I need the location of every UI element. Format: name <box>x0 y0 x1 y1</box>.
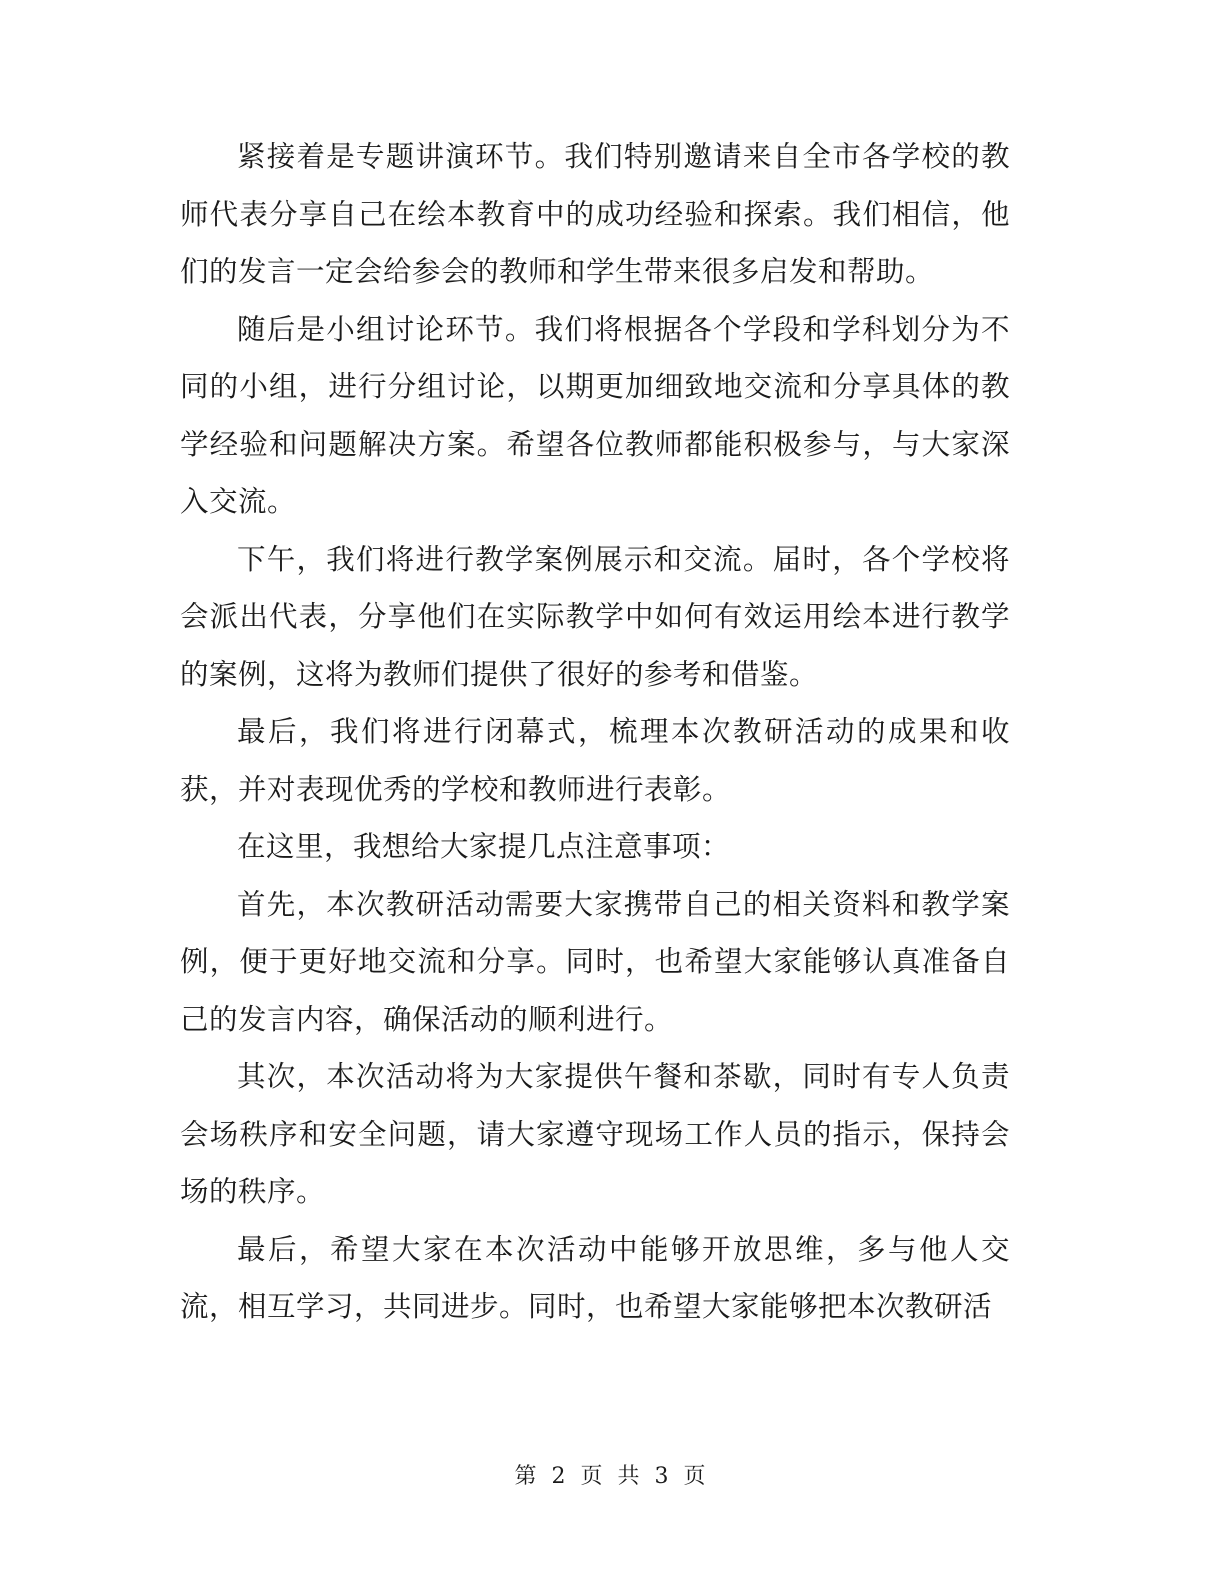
paragraph-notice-second: 其次，本次活动将为大家提供午餐和茶歇，同时有专人负责会场秩序和安全问题，请大家遵守现场工作人员的指示，保持会场的秩序。 <box>180 1060 1010 1208</box>
document-body <box>180 128 1010 1336</box>
page-number-footer: 第 2 页 共 3 页 <box>514 1464 710 1489</box>
paragraph-keynote-session: 紧接着是专题讲演环节。我们特别邀请来自全市各学校的教师代表分享自己在绘本教育中的成功经验和探索。我们相信，他们的发言一定会给参会的教师和学生带来很多启发和帮助。 <box>180 140 1010 288</box>
paragraph-notice-intro: 在这里，我想给大家提几点注意事项： <box>237 830 731 863</box>
paragraph-notice-first: 首先，本次教研活动需要大家携带自己的相关资料和教学案例，便于更好地交流和分享。同时，也希望大家能够认真准备自己的发言内容，确保活动的顺利进行。 <box>180 887 1010 1036</box>
paragraph-group-discussion: 随后是小组讨论环节。我们将根据各个学段和学科划分为不同的小组，进行分组讨论，以期更加细致地交流和分享具体的教学经验和问题解决方案。希望各位教师都能积极参与，与大家深入交流。 <box>180 312 1010 518</box>
paragraph-notice-last: 最后，希望大家在本次活动中能够开放思维，多与他人交流，相互学习，共同进步。同时，也希望大家能够把本次教研活 <box>180 1232 1010 1323</box>
paragraph-closing-ceremony: 最后，我们将进行闭幕式，梳理本次教研活动的成果和收获，并对表现优秀的学校和教师进行表彰。 <box>180 715 1010 806</box>
paragraph-afternoon-cases: 下午，我们将进行教学案例展示和交流。届时，各个学校将会派出代表，分享他们在实际教学中如何有效运用绘本进行教学的案例，这将为教师们提供了很好的参考和借鉴。 <box>180 542 1010 691</box>
